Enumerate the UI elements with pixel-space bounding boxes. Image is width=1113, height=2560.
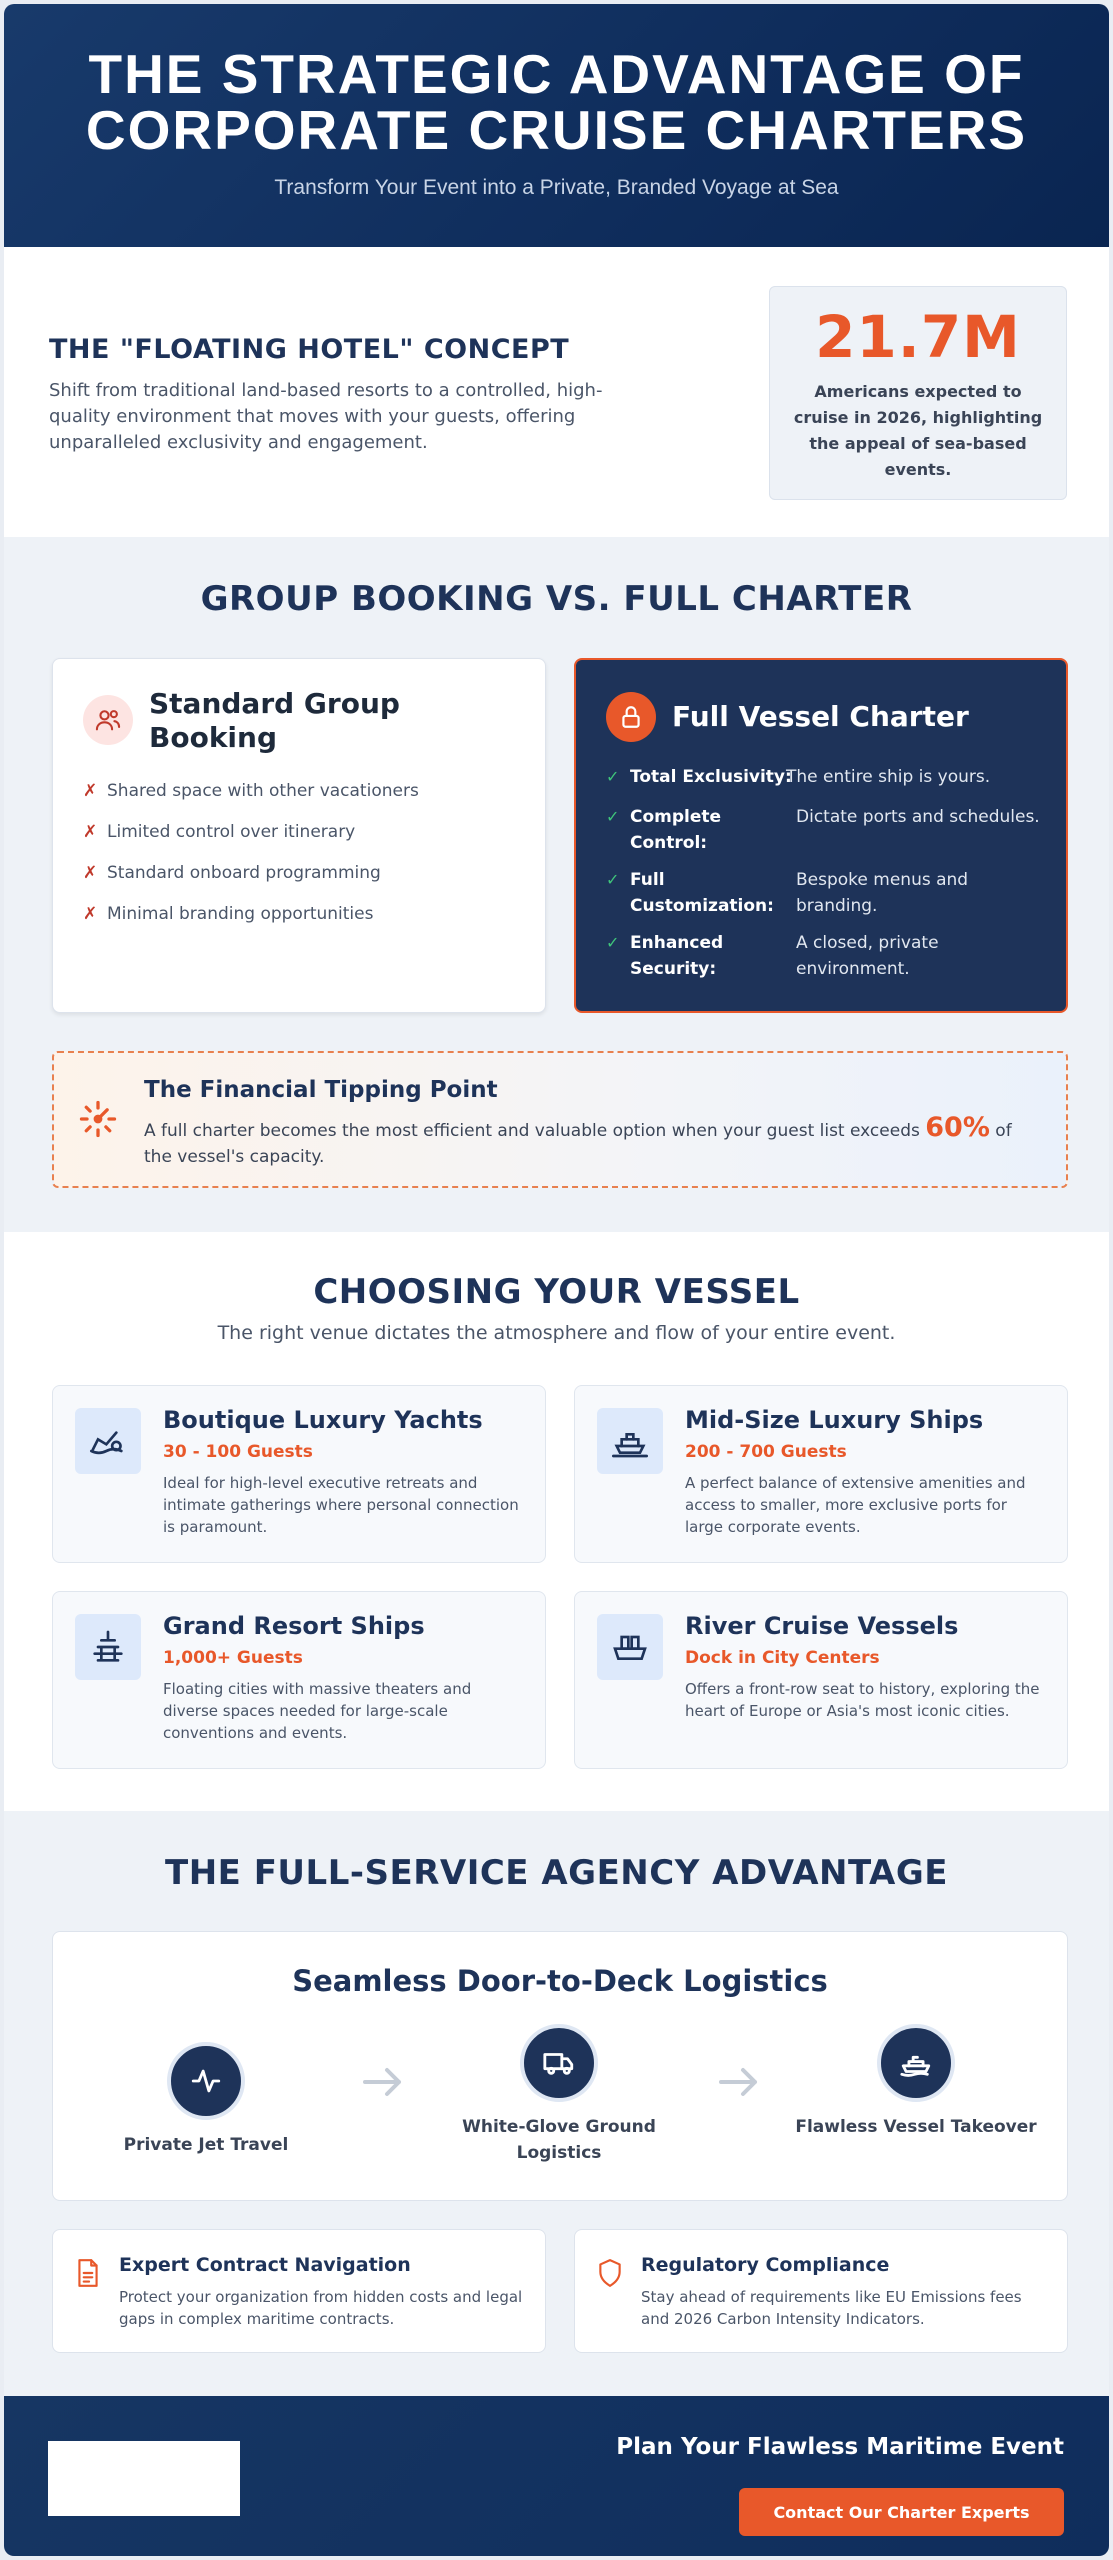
arrow-right-icon xyxy=(717,2062,761,2102)
stat-value: 21.7M xyxy=(815,303,1021,371)
users-icon xyxy=(83,695,133,745)
full-charter-card xyxy=(574,658,1068,1013)
standard-group-title: Standard Group Booking xyxy=(149,687,400,754)
footer xyxy=(4,2396,1109,2556)
arrow-right-icon xyxy=(361,2062,405,2102)
charter-feature-row: ✓ Enhanced Security: A closed, private environment. xyxy=(606,930,1046,982)
gauge-icon xyxy=(76,1097,120,1141)
step-private-jet: Private Jet Travel xyxy=(81,2042,331,2158)
list-item: ✗ Shared space with other vacationers xyxy=(83,781,419,801)
logistics-card xyxy=(52,1931,1068,2201)
x-mark-icon: ✗ xyxy=(83,863,98,883)
contract-card: Expert Contract Navigation Protect your organization from hidden costs and legal gaps in complex maritime contracts. xyxy=(52,2229,546,2353)
stat-description: Americans expected to cruise in 2026, highlighting the appeal of sea-based events. xyxy=(793,382,1043,479)
list-item: ✗ Standard onboard programming xyxy=(83,863,381,883)
charter-feature-row: ✓ Total Exclusivity: The entire ship is yours. xyxy=(606,764,1046,790)
step-vessel-takeover: Flawless Vessel Takeover xyxy=(791,2024,1041,2140)
resort-ship-icon xyxy=(75,1614,141,1680)
infographic-page xyxy=(4,4,1109,2556)
list-item: ✗ Minimal branding opportunities xyxy=(83,904,374,924)
vessels-title: CHOOSING YOUR VESSEL xyxy=(313,1272,800,1312)
document-icon xyxy=(75,2258,101,2288)
x-mark-icon: ✗ xyxy=(83,822,98,842)
vessel-card-boutique: Boutique Luxury Yachts 30 - 100 Guests Ideal for high-level executive retreats and intimate gatherings where personal connection is paramount. xyxy=(52,1385,546,1563)
footer-title: Plan Your Flawless Maritime Event xyxy=(616,2434,1064,2460)
floating-hotel-title: THE "FLOATING HOTEL" CONCEPT xyxy=(49,334,570,365)
tipping-point-text: A full charter becomes the most efficient and valuable option when your guest list exceeds 60% of the vessel's capacity. xyxy=(144,1112,1012,1167)
check-icon: ✓ xyxy=(606,807,620,826)
list-item: ✗ Limited control over itinerary xyxy=(83,822,356,842)
tipping-point-box xyxy=(52,1051,1068,1188)
hero-banner xyxy=(4,4,1109,247)
compliance-card: Regulatory Compliance Stay ahead of requirements like EU Emissions fees and 2026 Carbon Intensity Indicators. xyxy=(574,2229,1068,2353)
yacht-icon xyxy=(75,1408,141,1474)
footer-logo xyxy=(48,2441,240,2516)
check-icon: ✓ xyxy=(606,870,620,889)
vessels-subtitle: The right venue dictates the atmosphere and flow of your entire event. xyxy=(217,1322,896,1344)
vessel-card-midsize: Mid-Size Luxury Ships 200 - 700 Guests A perfect balance of extensive amenities and access to smaller, more exclusive ports for large corporate events. xyxy=(574,1385,1068,1563)
hero-title xyxy=(4,43,1109,161)
full-charter-title: Full Vessel Charter xyxy=(672,700,969,733)
truck-icon xyxy=(520,2024,598,2102)
check-icon: ✓ xyxy=(606,767,620,786)
logistics-title: Seamless Door-to-Deck Logistics xyxy=(292,1964,828,1998)
activity-icon xyxy=(167,2042,245,2120)
charter-feature-row: ✓ Complete Control: Dictate ports and schedules. xyxy=(606,804,1046,856)
vessel-card-river: River Cruise Vessels Dock in City Centers Offers a front-row seat to history, exploring the heart of Europe or Asia's most iconic cities. xyxy=(574,1591,1068,1769)
x-mark-icon: ✗ xyxy=(83,904,98,924)
lock-icon xyxy=(606,692,656,742)
comparison-title: GROUP BOOKING VS. FULL CHARTER xyxy=(200,579,913,619)
hero-title-line1: THE STRATEGIC ADVANTAGE OF xyxy=(88,43,1025,105)
cruise-ship-icon xyxy=(597,1408,663,1474)
agency-title: THE FULL-SERVICE AGENCY ADVANTAGE xyxy=(165,1853,948,1893)
check-icon: ✓ xyxy=(606,933,620,952)
tipping-point-title: The Financial Tipping Point xyxy=(144,1077,498,1103)
stat-box xyxy=(769,286,1067,500)
x-mark-icon: ✗ xyxy=(83,781,98,801)
contact-experts-button[interactable]: Contact Our Charter Experts xyxy=(739,2488,1064,2536)
vessel-card-grand: Grand Resort Ships 1,000+ Guests Floating cities with massive theaters and diverse spaces needed for large-scale conventions and events. xyxy=(52,1591,546,1769)
floating-hotel-text: Shift from traditional land-based resorts to a controlled, high-quality environment that moves with your guests, offering unparalleled exclusivity and engagement. xyxy=(49,380,603,453)
ship-icon xyxy=(877,2024,955,2102)
river-boat-icon xyxy=(597,1614,663,1680)
shield-icon xyxy=(597,2258,623,2288)
standard-group-card xyxy=(52,658,546,1013)
tipping-percent: 60% xyxy=(925,1112,990,1143)
step-ground-logistics: White-Glove Ground Logistics xyxy=(434,2024,684,2166)
hero-title-line2: CORPORATE CRUISE CHARTERS xyxy=(85,99,1028,161)
hero-subtitle: Transform Your Event into a Private, Branded Voyage at Sea xyxy=(274,176,839,199)
charter-feature-row: ✓ Full Customization: Bespoke menus and branding. xyxy=(606,867,1046,919)
